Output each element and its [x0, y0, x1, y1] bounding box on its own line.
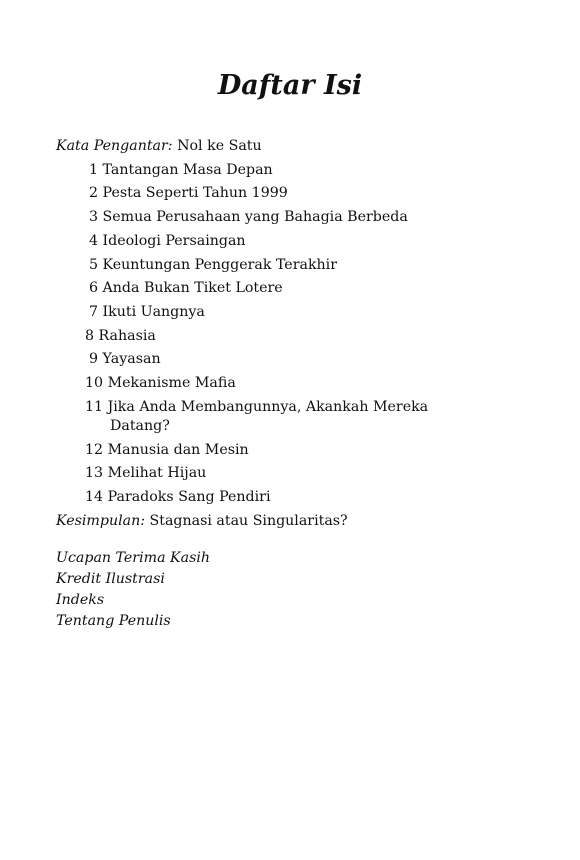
toc-entry-about-author[interactable]: Tentang Penulis	[56, 613, 171, 629]
toc-entry-acknowledgments[interactable]: Ucapan Terima Kasih	[56, 550, 211, 566]
chapter-number: 10	[85, 375, 104, 392]
toc-entry-chapter-1[interactable]	[56, 159, 556, 183]
chapter-number: 11	[85, 398, 104, 415]
conclusion-title: Stagnasi atau Singularitas?	[145, 512, 348, 529]
toc-entry-chapter-9[interactable]	[56, 348, 556, 372]
toc-entry-preface[interactable]	[56, 135, 556, 159]
table-of-contents	[56, 135, 556, 534]
toc-entry-illustration-credits[interactable]: Kredit Ilustrasi	[56, 571, 165, 587]
toc-entry-chapter-2[interactable]	[56, 182, 556, 206]
chapter-title: Melihat Hijau	[107, 465, 207, 482]
chapter-title: Ideologi Persaingan	[102, 232, 246, 249]
chapter-title: Anda Bukan Tiket Lotere	[102, 280, 283, 297]
chapter-title: Tantangan Masa Depan	[102, 161, 273, 178]
chapter-number: 8	[85, 327, 95, 344]
chapter-number: 13	[85, 465, 104, 482]
toc-entry-chapter-13[interactable]	[56, 462, 556, 486]
chapter-title: Mekanisme Mafia	[107, 375, 236, 392]
toc-entry-conclusion[interactable]	[56, 510, 556, 534]
chapter-title: Paradoks Sang Pendiri	[107, 489, 271, 506]
chapter-number: 4	[89, 232, 99, 249]
chapter-number: 14	[85, 489, 104, 506]
toc-entry-chapter-5[interactable]	[56, 254, 556, 278]
chapter-title: Yayasan	[102, 351, 161, 368]
conclusion-label: Kesimpulan:	[56, 512, 146, 529]
chapter-number: 6	[89, 280, 99, 297]
chapter-title-continuation: Datang?	[110, 417, 170, 434]
toc-entry-chapter-6[interactable]	[56, 277, 556, 301]
toc-entry-chapter-10[interactable]	[56, 372, 556, 396]
chapter-number: 9	[89, 351, 99, 368]
back-matter-list	[56, 548, 210, 632]
chapter-number: 3	[89, 209, 99, 226]
preface-title: Nol ke Satu	[172, 138, 262, 154]
chapter-title: Keuntungan Penggerak Terakhir	[102, 256, 337, 273]
chapter-number: 5	[89, 256, 99, 273]
chapter-number: 12	[85, 441, 104, 458]
toc-entry-chapter-14[interactable]	[56, 486, 556, 510]
chapter-title: Semua Perusahaan yang Bahagia Berbeda	[102, 209, 408, 226]
chapter-title: Rahasia	[98, 327, 156, 344]
chapter-title: Pesta Seperti Tahun 1999	[102, 185, 288, 202]
toc-entry-index[interactable]: Indeks	[56, 592, 105, 608]
toc-entry-chapter-8[interactable]	[56, 325, 556, 349]
toc-entry-chapter-3[interactable]	[56, 206, 556, 230]
chapter-title: Manusia dan Mesin	[107, 441, 249, 458]
preface-label: Kata Pengantar:	[56, 138, 173, 154]
chapter-number: 7	[89, 303, 99, 320]
page-title: Daftar Isi	[217, 70, 363, 101]
toc-entry-chapter-12[interactable]	[56, 439, 556, 463]
toc-entry-chapter-7[interactable]	[56, 301, 556, 325]
chapter-number: 2	[89, 185, 99, 202]
toc-entry-chapter-11[interactable]	[56, 396, 556, 439]
chapter-number: 1	[89, 161, 99, 178]
chapter-title: Ikuti Uangnya	[102, 303, 205, 320]
toc-entry-chapter-4[interactable]	[56, 230, 556, 254]
chapter-title: Jika Anda Membangunnya, Akankah Mereka	[107, 398, 429, 415]
